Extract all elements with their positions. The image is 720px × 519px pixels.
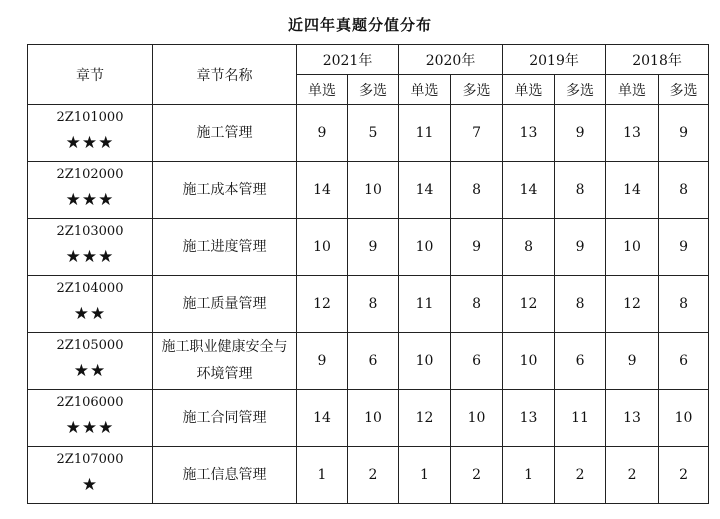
single-choice-score: 9 xyxy=(606,333,659,390)
multiple-choice-score: 10 xyxy=(348,162,399,219)
multiple-choice-score: 9 xyxy=(451,219,503,276)
multiple-choice-score: 2 xyxy=(659,447,709,504)
chapter-name: 施工管理 xyxy=(196,124,253,141)
header-single-choice: 单选 xyxy=(399,75,451,105)
header-multiple-choice: 多选 xyxy=(555,75,606,105)
chapter-name-cell xyxy=(153,105,297,162)
single-choice-score: 1 xyxy=(297,447,348,504)
chapter-name-cell xyxy=(153,219,297,276)
multiple-choice-score: 6 xyxy=(348,333,399,390)
chapter-cell xyxy=(28,333,153,390)
chapter-name: 施工进度管理 xyxy=(182,238,267,255)
multiple-choice-score: 9 xyxy=(659,219,709,276)
single-choice-score: 9 xyxy=(297,105,348,162)
header-multiple-choice: 多选 xyxy=(659,75,709,105)
importance-stars: ★★ xyxy=(73,304,107,324)
multiple-choice-score: 8 xyxy=(348,276,399,333)
single-choice-score: 1 xyxy=(503,447,555,504)
single-choice-score: 9 xyxy=(297,333,348,390)
single-choice-score: 10 xyxy=(399,219,451,276)
header-year: 2021年 xyxy=(297,45,399,75)
single-choice-score: 8 xyxy=(503,219,555,276)
multiple-choice-score: 5 xyxy=(348,105,399,162)
multiple-choice-score: 6 xyxy=(451,333,503,390)
chapter-cell xyxy=(28,390,153,447)
table-row xyxy=(28,390,709,447)
single-choice-score: 14 xyxy=(606,162,659,219)
chapter-code: 2Z102000 xyxy=(56,167,124,182)
single-choice-score: 12 xyxy=(297,276,348,333)
page-title: 近四年真题分值分布 xyxy=(287,16,432,34)
chapter-code: 2Z105000 xyxy=(56,338,124,353)
single-choice-score: 14 xyxy=(297,390,348,447)
multiple-choice-score: 8 xyxy=(555,162,606,219)
importance-stars: ★★★ xyxy=(65,418,115,438)
chapter-cell xyxy=(28,447,153,504)
chapter-code: 2Z103000 xyxy=(56,224,124,239)
importance-stars: ★★★ xyxy=(65,133,115,153)
multiple-choice-score: 9 xyxy=(555,219,606,276)
single-choice-score: 13 xyxy=(503,390,555,447)
chapter-code: 2Z101000 xyxy=(56,110,124,125)
multiple-choice-score: 8 xyxy=(451,276,503,333)
single-choice-score: 12 xyxy=(399,390,451,447)
multiple-choice-score: 2 xyxy=(555,447,606,504)
single-choice-score: 13 xyxy=(503,105,555,162)
multiple-choice-score: 8 xyxy=(659,276,709,333)
single-choice-score: 13 xyxy=(606,105,659,162)
chapter-name: 施工信息管理 xyxy=(182,466,267,483)
multiple-choice-score: 10 xyxy=(659,390,709,447)
chapter-code: 2Z107000 xyxy=(56,452,124,467)
single-choice-score: 14 xyxy=(503,162,555,219)
single-choice-score: 11 xyxy=(399,105,451,162)
single-choice-score: 2 xyxy=(606,447,659,504)
multiple-choice-score: 8 xyxy=(451,162,503,219)
chapter-cell xyxy=(28,276,153,333)
table-row xyxy=(28,162,709,219)
header-single-choice: 单选 xyxy=(503,75,555,105)
header-chapter: 章节 xyxy=(28,45,153,105)
single-choice-score: 13 xyxy=(606,390,659,447)
chapter-cell xyxy=(28,219,153,276)
chapter-name: 施工成本管理 xyxy=(182,181,267,198)
multiple-choice-score: 7 xyxy=(451,105,503,162)
table-row xyxy=(28,105,709,162)
multiple-choice-score: 6 xyxy=(659,333,709,390)
chapter-name: 施工合同管理 xyxy=(182,409,267,426)
chapter-name-cell xyxy=(153,447,297,504)
multiple-choice-score: 10 xyxy=(348,390,399,447)
importance-stars: ★ xyxy=(81,475,99,495)
header-multiple-choice: 多选 xyxy=(451,75,503,105)
table-row xyxy=(28,333,709,390)
single-choice-score: 10 xyxy=(399,333,451,390)
header-year: 2018年 xyxy=(606,45,709,75)
chapter-code: 2Z104000 xyxy=(56,281,124,296)
multiple-choice-score: 9 xyxy=(555,105,606,162)
chapter-name-cell xyxy=(153,333,297,390)
multiple-choice-score: 10 xyxy=(451,390,503,447)
multiple-choice-score: 11 xyxy=(555,390,606,447)
header-multiple-choice: 多选 xyxy=(348,75,399,105)
multiple-choice-score: 2 xyxy=(348,447,399,504)
single-choice-score: 14 xyxy=(297,162,348,219)
header-single-choice: 单选 xyxy=(606,75,659,105)
chapter-name-cell xyxy=(153,390,297,447)
importance-stars: ★★★ xyxy=(65,190,115,210)
single-choice-score: 10 xyxy=(503,333,555,390)
single-choice-score: 12 xyxy=(503,276,555,333)
importance-stars: ★★ xyxy=(73,361,107,381)
importance-stars: ★★★ xyxy=(65,247,115,267)
multiple-choice-score: 8 xyxy=(555,276,606,333)
chapter-name-cell xyxy=(153,162,297,219)
single-choice-score: 10 xyxy=(606,219,659,276)
table-row xyxy=(28,276,709,333)
multiple-choice-score: 8 xyxy=(659,162,709,219)
header-single-choice: 单选 xyxy=(297,75,348,105)
header-year: 2019年 xyxy=(503,45,606,75)
chapter-name-cell xyxy=(153,276,297,333)
chapter-cell xyxy=(28,105,153,162)
chapter-name: 施工质量管理 xyxy=(182,295,267,312)
single-choice-score: 10 xyxy=(297,219,348,276)
single-choice-score: 11 xyxy=(399,276,451,333)
single-choice-score: 1 xyxy=(399,447,451,504)
multiple-choice-score: 9 xyxy=(659,105,709,162)
chapter-name: 施工职业健康安全与环境管理 xyxy=(161,339,288,382)
score-distribution-table xyxy=(27,44,709,504)
single-choice-score: 12 xyxy=(606,276,659,333)
table-row xyxy=(28,447,709,504)
multiple-choice-score: 2 xyxy=(451,447,503,504)
header-year: 2020年 xyxy=(399,45,503,75)
multiple-choice-score: 9 xyxy=(348,219,399,276)
table-row xyxy=(28,219,709,276)
multiple-choice-score: 6 xyxy=(555,333,606,390)
chapter-cell xyxy=(28,162,153,219)
header-chapter-name: 章节名称 xyxy=(153,45,297,105)
chapter-code: 2Z106000 xyxy=(56,395,124,410)
single-choice-score: 14 xyxy=(399,162,451,219)
